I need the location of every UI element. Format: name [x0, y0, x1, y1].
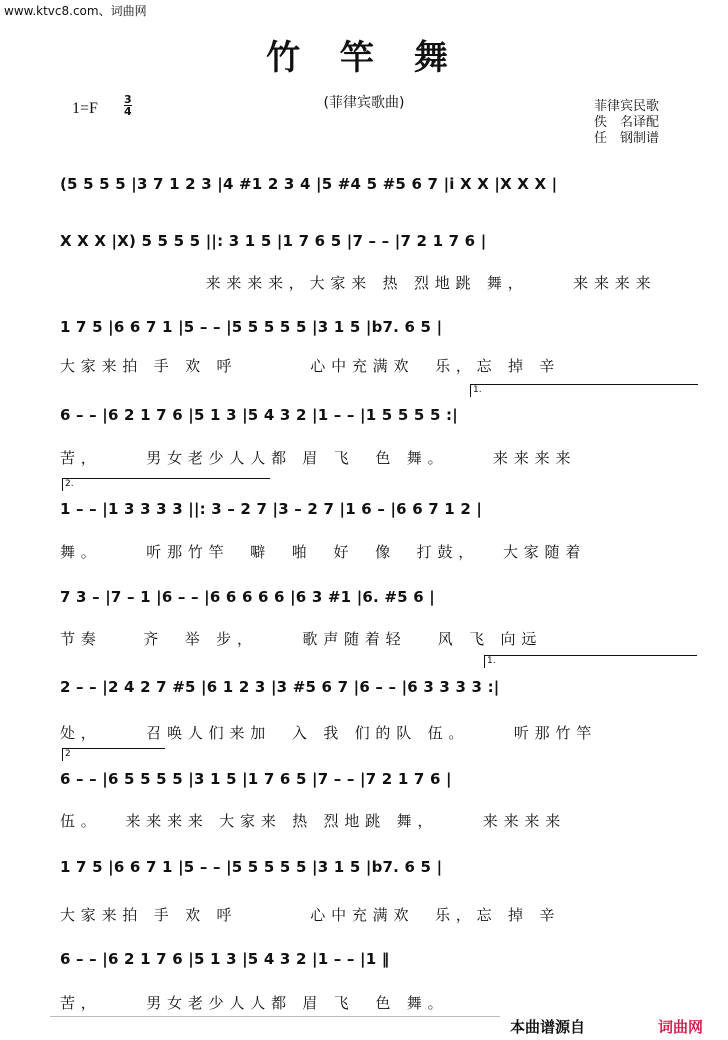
lyric-line-2: 来来来来，大家来 热 烈地跳 舞， 来来来来: [60, 274, 657, 292]
lyric-line-8: 伍。 来来来来 大家来 热 烈地跳 舞， 来来来来: [60, 812, 567, 830]
meter-top: 3: [124, 93, 132, 106]
notation-line-4: 6 – – |6 2 1 7 6 |5 1 3 |5 4 3 2 |1 – – |1 5 5 5 5 :|: [60, 406, 458, 424]
lyric-line-4: 苦， 男女老少人人都 眉 飞 色 舞。 来来来来: [60, 449, 577, 467]
lyric-line-7: 处， 召唤人们来加 入 我 们的队 伍。 听那竹竿: [60, 724, 598, 742]
notation-line-8: 6 – – |6 5 5 5 5 |3 1 5 |1 7 6 5 |7 – – |7 2 1 7 6 |: [60, 770, 452, 788]
notation-line-5: 1 – – |1 3 3 3 3 ||: 3 – 2 7 |3 – 2 7 |1 6 – |6 6 7 1 2 |: [60, 500, 483, 518]
site-logo[interactable]: 词曲网: [658, 1018, 704, 1036]
credit-translator: 佚 名译配: [594, 115, 660, 130]
lyric-line-5: 舞。 听那竹竿 噼 啪 好 像 打鼓， 大家随着: [60, 543, 587, 561]
footer-divider: [50, 1016, 500, 1017]
song-title: 竹 竿 舞: [266, 38, 462, 78]
notation-line-6: 7 3 – |7 – 1 |6 – – |6 6 6 6 6 |6 3 #1 |6. #5 6 |: [60, 588, 435, 606]
notation-line-1: (5 5 5 5 |3 7 1 2 3 |4 #1 2 3 4 |5 #4 5 #5 6 7 |i X X |X X X |: [60, 175, 558, 193]
volta-first-1: 1.: [470, 384, 698, 397]
footer-source-text: 本曲谱源自: [510, 1018, 586, 1036]
notation-line-2: X X X |X) 5 5 5 5 ||: 3 1 5 |1 7 6 5 |7 – – |7 2 1 7 6 |: [60, 232, 487, 250]
time-signature: [124, 94, 132, 117]
credit-origin: 菲律宾民歌: [594, 99, 660, 114]
lyric-line-10: 苦， 男女老少人人都 眉 飞 色 舞。: [60, 994, 449, 1012]
volta-first-2: 1.: [484, 655, 697, 668]
key-signature: 1=F: [72, 100, 98, 117]
site-url[interactable]: www.ktvc8.com、词曲网: [4, 4, 147, 18]
lyric-line-3: 大家来拍 手 欢 呼 心中充满欢 乐，忘 掉 辛: [60, 357, 561, 375]
notation-line-9: 1 7 5 |6 6 7 1 |5 – – |5 5 5 5 5 |3 1 5 |b7. 6 5 |: [60, 858, 443, 876]
lyric-line-9: 大家来拍 手 欢 呼 心中充满欢 乐，忘 掉 辛: [60, 906, 561, 924]
volta-second-2: 2: [62, 748, 165, 761]
volta-second-1: 2.: [62, 478, 270, 491]
notation-line-7: 2 – – |2 4 2 7 #5 |6 1 2 3 |3 #5 6 7 |6 – – |6 3 3 3 3 :|: [60, 678, 500, 696]
notation-line-3: 1 7 5 |6 6 7 1 |5 – – |5 5 5 5 5 |3 1 5 |b7. 6 5 |: [60, 318, 443, 336]
credit-engraver: 任 钢制谱: [594, 131, 660, 146]
credits: [594, 99, 659, 147]
lyric-line-6: 节奏 齐 举 步， 歌声随着轻 风 飞 向远: [60, 630, 543, 648]
meter-bottom: 4: [124, 105, 132, 118]
song-subtitle: (菲律宾歌曲): [323, 95, 405, 111]
notation-line-10: 6 – – |6 2 1 7 6 |5 1 3 |5 4 3 2 |1 – – |1 ‖: [60, 950, 390, 968]
